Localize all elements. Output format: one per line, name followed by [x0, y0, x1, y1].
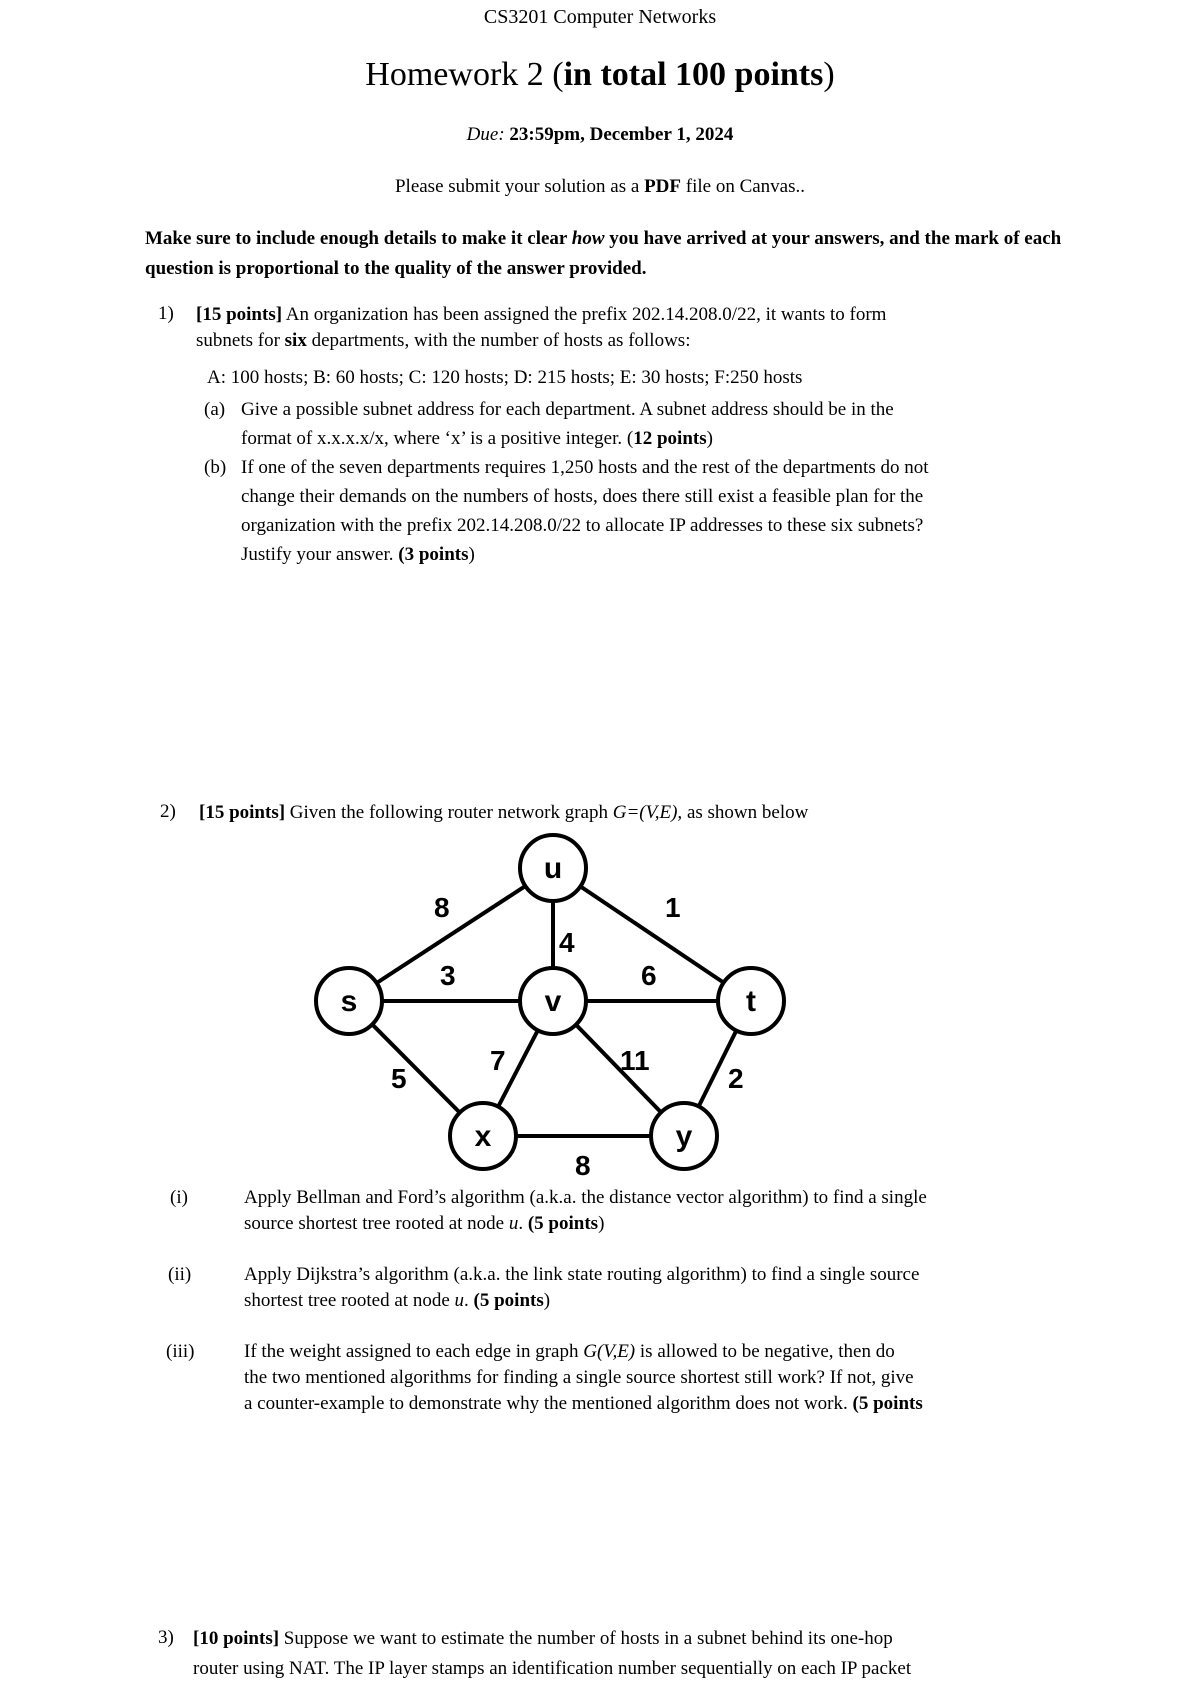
q2i-post: . [518, 1213, 528, 1234]
course-name: CS3201 Computer Networks [483, 6, 717, 28]
q1-line2-pre: subnets for [196, 330, 285, 351]
q1-number: 1) [158, 303, 174, 324]
weight-s-x: 5 [391, 1063, 407, 1094]
node-label-u: u [543, 852, 563, 885]
weight-s-v: 3 [440, 960, 456, 991]
q1b-line2: change their demands on the numbers of hosts, does there still exist a feasible plan for the [241, 486, 924, 507]
q2iii-graph: G(V,E) [583, 1341, 636, 1362]
q2iii-line2: the two mentioned algorithms for finding a single source shortest still work? If not, give [244, 1367, 914, 1388]
q2i-points: (5 points [527, 1213, 599, 1234]
node-label-x: x [474, 1120, 492, 1153]
q1a-text: format of x.x.x.x/x, where ‘x’ is a positive integer. ( [241, 428, 634, 449]
q1a-close: ) [706, 428, 713, 449]
submit-text-post: file on Canvas.. [681, 176, 806, 197]
q1b-line3: organization with the prefix 202.14.208.0/22 to allocate IP addresses to these six subnets? [241, 515, 924, 536]
weight-v-t: 6 [641, 960, 657, 991]
q2i-close: ) [598, 1213, 605, 1234]
notice-emphasis: how [571, 228, 605, 249]
node-label-s: s [340, 985, 358, 1018]
q3-line2: router using NAT. The IP layer stamps an identification number sequentially on each IP packet [193, 1658, 912, 1679]
q2i-line2 [244, 1211, 604, 1237]
q2ii-points: (5 points [473, 1290, 544, 1311]
q1-line2-post: departments, with the number of hosts as follows: [306, 330, 691, 351]
title-total-points: in total 100 points [563, 56, 824, 93]
due-label: Due: [466, 124, 505, 145]
q1a-label: (a) [204, 399, 226, 420]
q1-text: An organization has been assigned the prefix 202.14.208.0/22, it wants to form [282, 304, 887, 325]
q2-points: [15 points] [199, 802, 286, 823]
due-value: 23:59pm, December 1, 2024 [509, 124, 734, 145]
title-text: Homework 2 ( [365, 56, 564, 93]
q1b-line1: If one of the seven departments requires 1,250 hosts and the rest of the departments do not [241, 457, 929, 478]
q1-points: [15 points] [196, 304, 283, 325]
weight-s-u: 8 [434, 892, 450, 923]
node-label-y: y [675, 1120, 693, 1153]
q2i-text: source shortest tree rooted at node [244, 1213, 509, 1234]
q2i-line1: Apply Bellman and Ford’s algorithm (a.k.a. the distance vector algorithm) to find a single [244, 1187, 927, 1208]
q3-line1 [193, 1626, 893, 1652]
q2i-node: u [508, 1213, 519, 1234]
notice-part-a: Make sure to include enough details to make it clear [145, 228, 572, 249]
q2iii-line3 [244, 1391, 923, 1417]
q1a-points: 12 points [633, 428, 707, 449]
q1a-line1: Give a possible subnet address for each department. A subnet address should be in the [241, 399, 894, 420]
q2iii-text: a counter-example to demonstrate why the mentioned algorithm does not work. [244, 1393, 853, 1414]
weight-t-y: 2 [728, 1063, 744, 1094]
q2-intro-post: as shown below [682, 802, 809, 823]
q1b-close: ) [468, 544, 475, 565]
notice-part-b: you have arrived at your answers, and the mark of each question is proportional to the quality of the answer provided. [145, 228, 1062, 279]
q3-number: 3) [158, 1627, 174, 1648]
weight-x-v: 7 [490, 1045, 506, 1076]
q2-intro-text: Given the following router network graph [285, 802, 613, 823]
submit-text-pre: Please submit your solution as a [394, 176, 645, 197]
q1-six: six [284, 330, 307, 351]
weight-v-y: 11 [620, 1045, 650, 1076]
q2ii-label: (ii) [168, 1264, 192, 1285]
node-label-t: t [746, 985, 756, 1018]
q3-text: Suppose we want to estimate the number of hosts in a subnet behind its one-hop [279, 1628, 893, 1649]
node-label-v: v [544, 985, 562, 1018]
q1-host-list: A: 100 hosts; B: 60 hosts; C: 120 hosts; D: 215 hosts; E: 30 hosts; F:250 hosts [207, 367, 803, 388]
q2iii-text-pre: If the weight assigned to each edge in graph [244, 1341, 584, 1362]
q2iii-label: (iii) [166, 1341, 195, 1362]
q2ii-node: u [454, 1290, 465, 1311]
q2ii-line2 [244, 1288, 550, 1314]
q2ii-text: shortest tree rooted at node [244, 1290, 455, 1311]
submit-format: PDF [644, 176, 681, 197]
q2ii-post: . [464, 1290, 474, 1311]
q2-number: 2) [160, 801, 176, 822]
q2ii-line1: Apply Dijkstra’s algorithm (a.k.a. the link state routing algorithm) to find a single source [244, 1264, 920, 1285]
title-close: ) [823, 56, 835, 93]
q1b-label: (b) [204, 457, 227, 478]
q2iii-text-post: is allowed to be negative, then do [635, 1341, 895, 1362]
q2i-label: (i) [170, 1187, 188, 1208]
q2iii-line1 [244, 1339, 895, 1365]
q2-graph-notation: G=(V,E), [612, 802, 683, 823]
q1b-text: Justify your answer. [241, 544, 399, 565]
weight-x-y: 8 [575, 1150, 591, 1181]
q2iii-points: (5 points [852, 1393, 923, 1414]
weight-u-v: 4 [559, 927, 575, 958]
q2ii-close: ) [543, 1290, 551, 1311]
weight-u-t: 1 [665, 892, 681, 923]
q3-points: [10 points] [193, 1628, 280, 1649]
q1b-points: (3 points [398, 544, 469, 565]
